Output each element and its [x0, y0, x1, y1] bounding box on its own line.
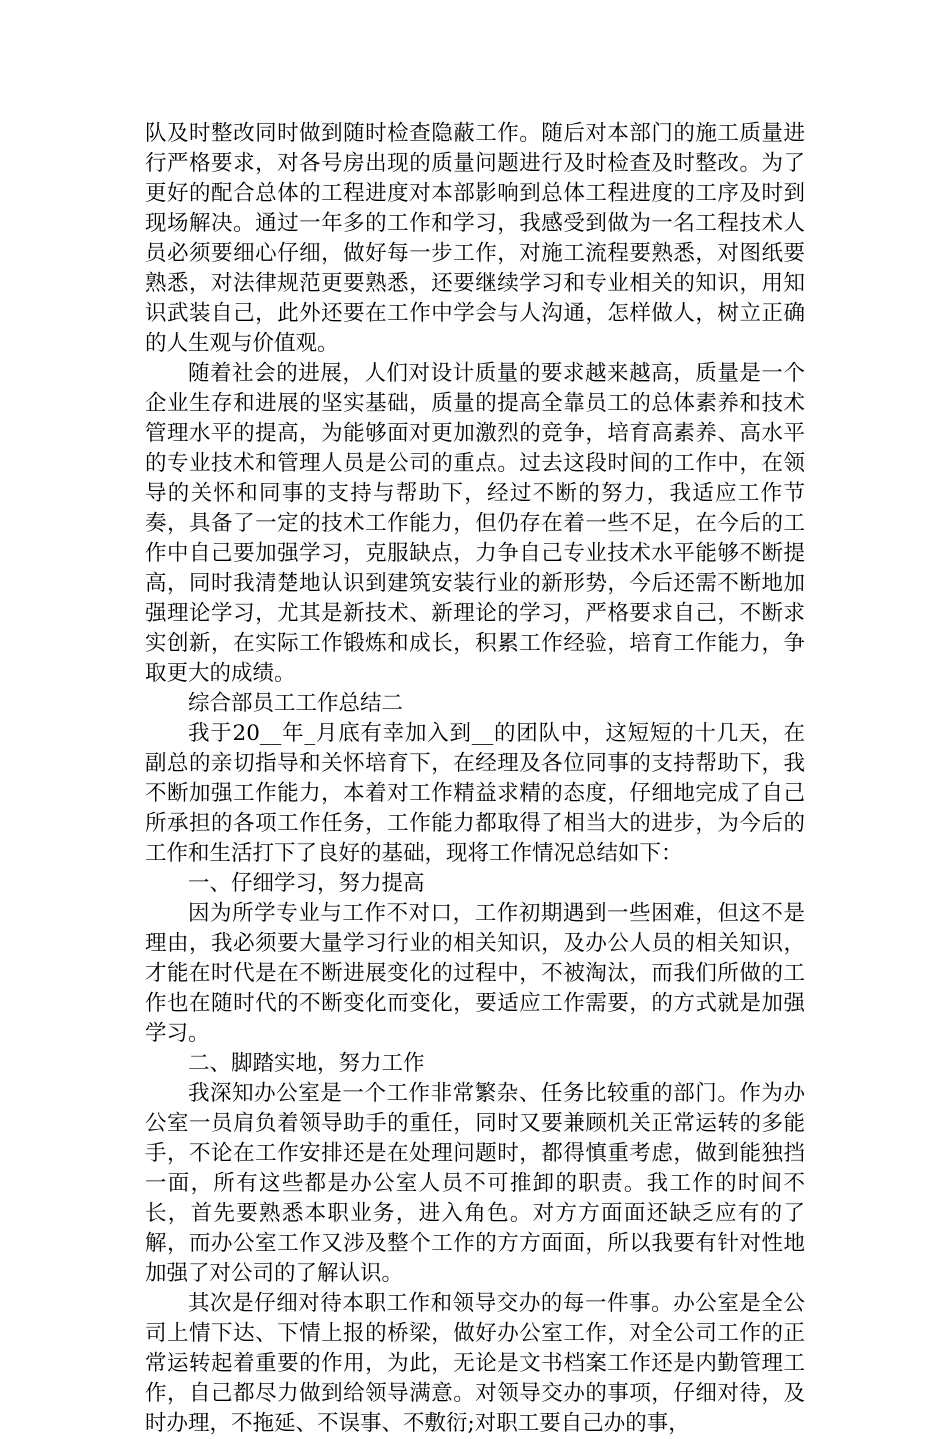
paragraph: 我于20__年_月底有幸加入到__的团队中，这短短的十几天，在副总的亲切指导和关怀培育下，在经理及各位同事的支持帮助下，我不断加强工作能力，本着对工作精益求精的态度，仔细地完成了自己所承担的各项工作任务，工作能力都取得了相当大的进步，为今后的工作和生活打下了良好的基础，现将工作情况总结如下：: [145, 721, 805, 866]
paragraph: 随着社会的进展，人们对设计质量的要求越来越高，质量是一个企业生存和进展的坚实基础，质量的提高全靠员工的总体素养和技术管理水平的提高，为能够面对更加激烈的竞争，培育高素养、高水平的专业技术和管理人员是公司的重点。过去这段时间的工作中，在领导的关怀和同事的支持与帮助下，经过不断的努力，我适应工作节奏，具备了一定的技术工作能力，但仍存在着一些不足，在今后的工作中自己要加强学习，克服缺点，力争自己专业技术水平能够不断提高，同时我清楚地认识到建筑安装行业的新形势，今后还需不断地加强理论学习，尤其是新技术、新理论的学习，严格要求自己，不断求实创新，在实际工作锻炼和成长，积累工作经验，培育工作能力，争取更大的成绩。: [145, 361, 805, 686]
paragraph: 我深知办公室是一个工作非常繁杂、任务比较重的部门。作为办公室一员肩负着领导助手的重任，同时又要兼顾机关正常运转的多能手，不论在工作安排还是在处理问题时，都得慎重考虑，做到能独挡一面，所有这些都是办公室人员不可推卸的职责。我工作的时间不长，首先要熟悉本职业务，进入角色。对方方面面还缺乏应有的了解，而办公室工作又涉及整个工作的方方面面，所以我要有针对性地加强了对公司的了解认识。: [145, 1081, 805, 1286]
paragraph: 队及时整改同时做到随时检查隐蔽工作。随后对本部门的施工质量进行严格要求，对各号房出现的质量问题进行及时检查及时整改。为了更好的配合总体的工程进度对本部影响到总体工程进度的工序及时到现场解决。通过一年多的工作和学习，我感受到做为一名工程技术人员必须要细心仔细，做好每一步工作，对施工流程要熟悉，对图纸要熟悉，对法律规范更要熟悉，还要继续学习和专业相关的知识，用知识武装自己，此外还要在工作中学会与人沟通，怎样做人，树立正确的人生观与价值观。: [145, 121, 805, 356]
section-heading: 二、脚踏实地，努力工作: [188, 1051, 425, 1076]
section-heading: 一、仔细学习，努力提高: [188, 871, 425, 896]
section-heading: 综合部员工工作总结二: [188, 691, 404, 716]
paragraph: 因为所学专业与工作不对口，工作初期遇到一些困难，但这不是理由，我必须要大量学习行业的相关知识，及办公人员的相关知识，才能在时代是在不断进展变化的过程中，不被淘汰，而我们所做的工作也在随时代的不断变化而变化，要适应工作需要，的方式就是加强学习。: [145, 901, 805, 1046]
paragraph: 其次是仔细对待本职工作和领导交办的每一件事。办公室是全公司上情下达、下情上报的桥梁，做好办公室工作，对全公司工作的正常运转起着重要的作用，为此，无论是文书档案工作还是内勤管理工作，自己都尽力做到给领导满意。对领导交办的事项，仔细对待，及时办理，不拖延、不误事、不敷衍;对职工要自己办的事，: [145, 1291, 805, 1436]
document-body: [145, 119, 805, 1439]
